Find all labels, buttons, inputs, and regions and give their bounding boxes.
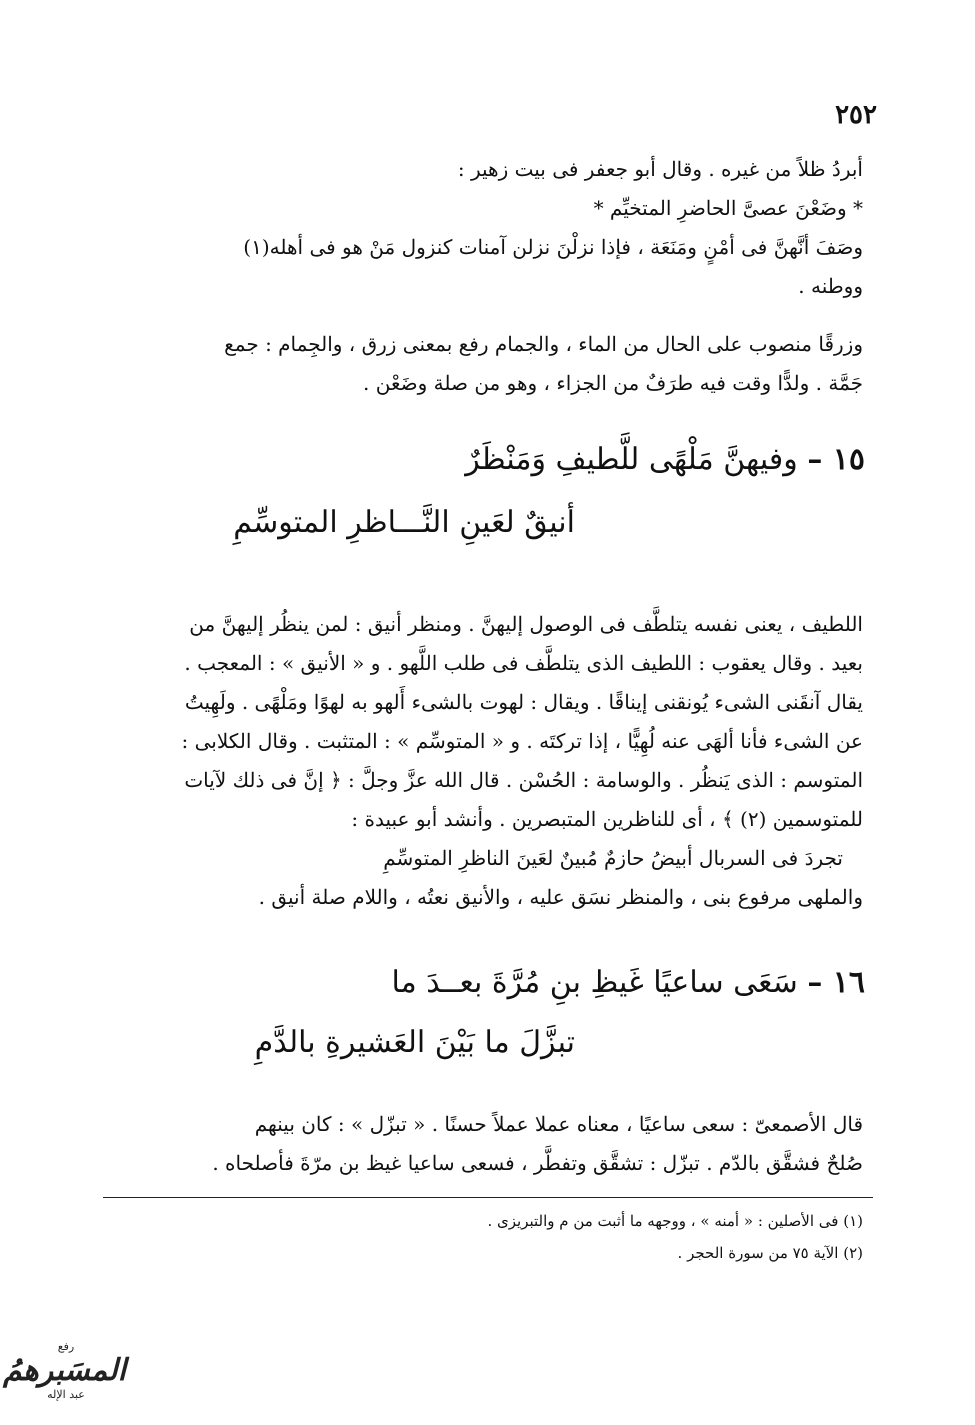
text-line: صُلحٌ فشقَّق بالدّم . تبزّل : تشقَّق وتفطَّر ، فسعى ساعيا غيظ بن مرّةَ فأصلحاه . xyxy=(212,1151,863,1175)
text-line: المتوسم : الذى يَنظُر . والوسامة : الحُسْن . قال الله عزَّ وجلَّ : ﴿ إنَّ فى ذلك لآيات xyxy=(184,768,863,792)
paragraph-asmai xyxy=(133,1105,863,1183)
verse-text: وفيهنَّ مَلْهًى للَّطيفِ وَمَنْظَرٌ xyxy=(465,442,798,477)
text-line: وصَفَ أنَّهنَّ فى أمْنٍ ومَنَعَة ، فإذا نزلْنَ نزلن آمنات كنزول مَنْ هو فى أهله(١) xyxy=(243,235,863,259)
footnote-2: (٢) الآية ٧٥ من سورة الحجر . xyxy=(677,1244,863,1262)
text-line: ووطنه . xyxy=(798,274,863,298)
verse-text: سَعَى ساعيًا غَيظِ بنِ مُرَّةَ بعــدَ ما xyxy=(391,965,798,1000)
quoted-verse-line: * وضَعْنَ عصىَّ الحاضرِ المتخيِّم * xyxy=(593,196,863,220)
text-line: أبردُ ظلاً من غيره . وقال أبو جعفر فى بيت زهير : xyxy=(457,157,863,181)
text-line: للمتوسمين (٢) ﴾ ، أى للناظرين المتبصرين . وأنشد أبو عبيدة : xyxy=(351,807,863,831)
page-number: ٢٥٢ xyxy=(835,100,877,130)
text-line: يقال آنقَنى الشىء يُونقنى إيناقًا . ويقال : لهوت بالشىء أَلهو به لهوًا ومَلْهًى . ولَهِيتُ xyxy=(184,690,863,714)
quoted-verse-line: تجردَ فى السربال أبيضُ حازمٌ مُبينٌ لعَينَ الناظرِ المتوسِّمِ xyxy=(383,846,843,870)
stamp-bottom-text: عبد الإله xyxy=(47,1388,85,1401)
paragraph-commentary xyxy=(133,605,863,917)
stamp-top-text: رفع xyxy=(57,1340,75,1353)
verse-16-first-hemistich xyxy=(391,965,865,1000)
verse-15-first-hemistich xyxy=(465,442,865,477)
text-line: عن الشىء فأنا ألهَى عنه لُهِيًّا ، إذا تركتَه . و « المتوسِّم » : المتثبت . وقال الكلابى : xyxy=(181,729,863,753)
paragraph-intro xyxy=(133,150,863,306)
text-line: بعيد . وقال يعقوب : اللطيف الذى يتلطَّف فى طلب اللَّهو . و « الأنيق » : المعجب . xyxy=(184,651,863,675)
text-line: جَمَّة . ولدًّا وقت فيه طرَفٌ من الجزاء ، وهو من صلة وضَعْن . xyxy=(363,371,863,395)
text-line: والملهى مرفوع بنى ، والمنظر نسَق عليه ، والأنيق نعتُه ، واللام صلة أنيق . xyxy=(258,885,863,909)
verse-15-second-hemistich: أنيقٌ لعَينِ النَّـــاظرِ المتوسِّمِ xyxy=(233,505,575,540)
verse-16-second-hemistich: تبزَّلَ ما بَيْنَ العَشيرةِ بالدَّمِ xyxy=(254,1025,575,1060)
verse-number: ١٦ – xyxy=(807,965,865,1000)
verse-number: ١٥ – xyxy=(807,442,865,477)
stamp-main-text: المسَبرهمُ xyxy=(3,1353,126,1388)
footnote-1: (١) فى الأصلين : « أمنه » ، ووجهه ما أثبت من م والتبريزى . xyxy=(487,1212,863,1230)
library-stamp xyxy=(3,1340,126,1415)
paragraph-grammar xyxy=(133,325,863,403)
footnote-divider xyxy=(103,1197,873,1198)
text-line: اللطيف ، يعنى نفسه يتلطَّف فى الوصول إليهنَّ . ومنظر أنيق : لمن ينظُر إليهنَّ من xyxy=(189,612,863,636)
text-line: قال الأصمعىّ : سعى ساعيًا ، معناه عملا عملاً حسنًا . « تبزّل » : كان بينهم xyxy=(254,1112,863,1136)
text-line: وزرقًا منصوب على الحال من الماء ، والجمام رفع بمعنى زرق ، والجِمام : جمع xyxy=(224,332,863,356)
